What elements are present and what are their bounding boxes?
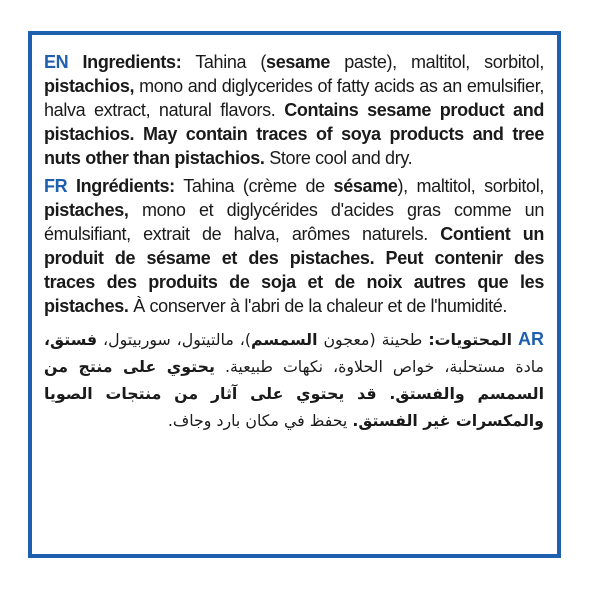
ar-storage: يحفظ في مكان بارد وجاف. (167, 411, 353, 430)
en-text-3: mono and diglycerides of fatty acids as an emulsifier, halva extract, natural flavors. (44, 76, 544, 120)
fr-text-3: mono et diglycérides d'acides gras comme un émulsifiant, extrait de halva, arômes naturels. (44, 200, 544, 244)
fr-heading: Ingrédients: (76, 176, 175, 196)
ingredients-panel (44, 50, 544, 434)
ar-heading: المحتويات: (428, 330, 513, 349)
en-allergen-pistachios: pistachios, (44, 76, 135, 96)
fr-text-1: Tahina (crème de (174, 176, 334, 196)
en-allergen-warning: Contains sesame product and pistachios. May contain traces of soya products and tree nuts other than pistachios. (44, 100, 544, 168)
en-storage: Store cool and dry. (264, 148, 413, 168)
french-ingredients (44, 174, 544, 318)
en-text-2: paste), maltitol, sorbitol, (330, 52, 544, 72)
ar-allergen-pistachios: فستق، (44, 330, 98, 349)
ar-text-1: طحينة (معجون (317, 330, 429, 349)
ar-allergen-warning: يحتوي على منتج من السمسم والفستق. قد يحتوي على آثار من منتجات الصويا والمكسرات غير الفستق. (44, 357, 544, 430)
language-code-en: EN (44, 52, 69, 72)
en-allergen-sesame: sesame (266, 52, 331, 72)
fr-allergen-sesame: sésame (333, 176, 398, 196)
fr-allergen-warning: Contient un produit de sésame et des pistaches. Peut contenir des traces des produits de soja et de noix autres que les pistaches. (44, 224, 544, 316)
ar-text-3: مادة مستحلبة، خواص الحلاوة، نكهات طبيعية. (214, 357, 544, 376)
fr-storage: À conserver à l'abri de la chaleur et de l'humidité. (128, 296, 508, 316)
fr-allergen-pistachios: pistaches, (44, 200, 129, 220)
en-text-1: Tahina ( (181, 52, 267, 72)
en-heading: Ingredients: (82, 52, 182, 72)
language-code-ar: AR (518, 329, 544, 349)
ar-text-2: )، مالتيتول، سوربيتول، (97, 330, 252, 349)
language-code-fr: FR (44, 176, 68, 196)
fr-text-2: ), maltitol, sorbitol, (397, 176, 544, 196)
arabic-ingredients (44, 326, 544, 434)
english-ingredients (44, 50, 544, 170)
ar-allergen-sesame: السمسم (251, 330, 318, 349)
